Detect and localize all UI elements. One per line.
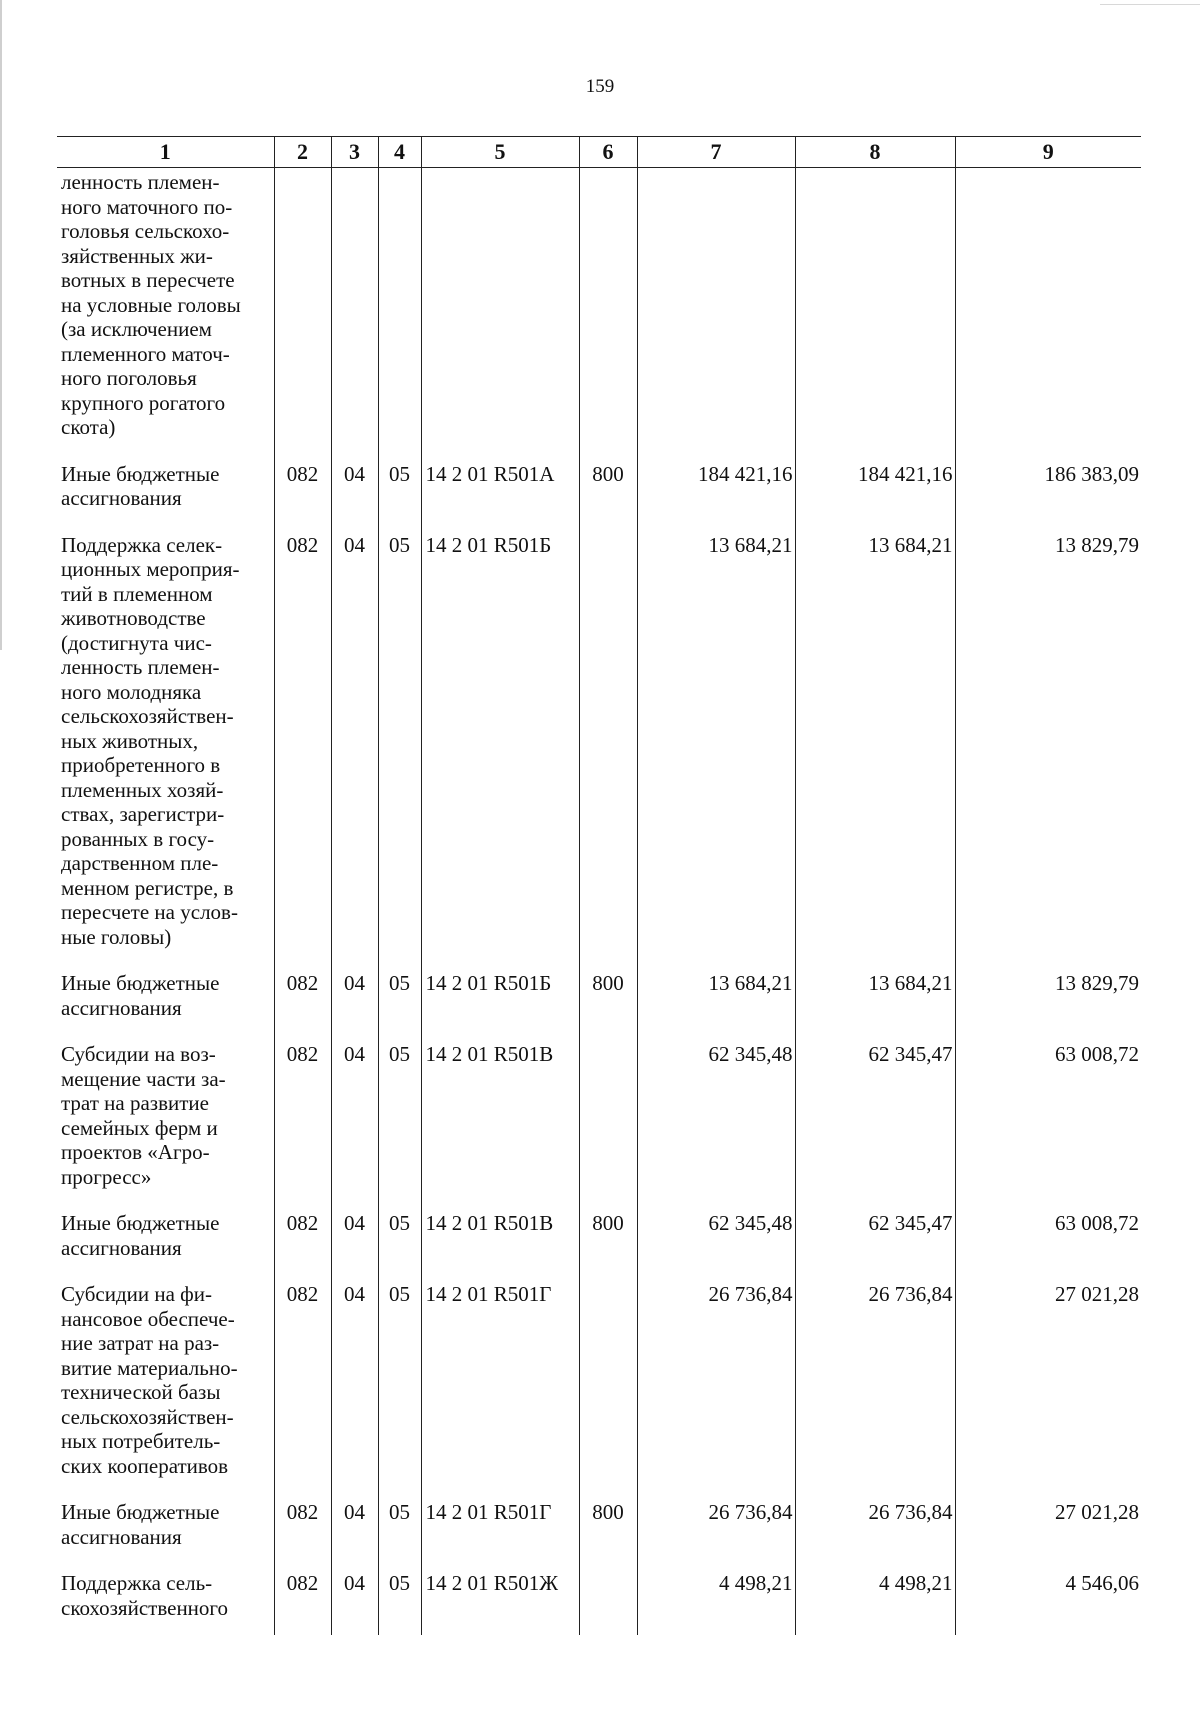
target-article-cell (421, 168, 579, 458)
ministry-code-cell: 082 (274, 1496, 331, 1567)
section-code-cell: 04 (331, 1207, 378, 1278)
row-name-cell: Поддержка селек- ционных мероприя- тий в племенном животноводстве (достигнута чис- ленность племен- ного молодняка сельскохозяйствен- ных животных, приобретенного в племенных хозяй- ствах, зарегистри- рованных в госу- дарственном пле- менном регистре, в пересчете на услов- ные головы) (57, 529, 274, 968)
row-name-cell: Иные бюджетные ассигнования (57, 967, 274, 1038)
row-name-cell: Субсидии на фи- нансовое обеспече- ние затрат на раз- витие материально- технической базы сельскохозяйствен- ных потребитель- ских кооперативов (57, 1278, 274, 1496)
target-article-cell: 14 2 01 R501Г (421, 1278, 579, 1496)
expense-type-cell: 800 (579, 1207, 637, 1278)
page-number: 159 (585, 76, 615, 97)
ministry-code-cell: 082 (274, 1567, 331, 1635)
target-article-cell: 14 2 01 R501Б (421, 967, 579, 1038)
amount-year3-cell: 13 829,79 (955, 967, 1141, 1038)
amount-year2-cell: 184 421,16 (795, 458, 955, 529)
column-header: 6 (579, 137, 637, 168)
amount-year1-cell: 184 421,16 (637, 458, 795, 529)
amount-year1-cell: 26 736,84 (637, 1496, 795, 1567)
scan-top-line (1100, 4, 1200, 5)
row-name-cell: ленность племен- ного маточного по- головья сельскохо- зяйственных жи- вотных в пересчете на условные головы (за исключением племенного маточ- ного поголовья крупного рогатого скота) (57, 168, 274, 458)
table-header-row (57, 137, 1141, 168)
amount-year1-cell: 62 345,48 (637, 1038, 795, 1207)
table-row (57, 1496, 1141, 1567)
amount-year3-cell (955, 168, 1141, 458)
subsection-code-cell: 05 (378, 529, 421, 968)
row-name-cell: Иные бюджетные ассигнования (57, 1496, 274, 1567)
expense-type-cell (579, 1567, 637, 1635)
target-article-cell: 14 2 01 R501Г (421, 1496, 579, 1567)
table-row (57, 168, 1141, 458)
target-article-cell: 14 2 01 R501Б (421, 529, 579, 968)
table-row (57, 529, 1141, 968)
row-name-cell: Иные бюджетные ассигнования (57, 1207, 274, 1278)
column-header: 5 (421, 137, 579, 168)
row-name-cell: Субсидии на воз- мещение части за- трат на развитие семейных ферм и проектов «Агро- прогресс» (57, 1038, 274, 1207)
column-header: 9 (955, 137, 1141, 168)
section-code-cell: 04 (331, 967, 378, 1038)
amount-year2-cell: 62 345,47 (795, 1038, 955, 1207)
expense-type-cell (579, 168, 637, 458)
amount-year3-cell: 27 021,28 (955, 1496, 1141, 1567)
ministry-code-cell: 082 (274, 529, 331, 968)
amount-year3-cell: 13 829,79 (955, 529, 1141, 968)
table-row (57, 1207, 1141, 1278)
amount-year2-cell: 26 736,84 (795, 1496, 955, 1567)
amount-year1-cell: 26 736,84 (637, 1278, 795, 1496)
subsection-code-cell (378, 168, 421, 458)
subsection-code-cell: 05 (378, 1038, 421, 1207)
ministry-code-cell: 082 (274, 1038, 331, 1207)
expense-type-cell: 800 (579, 967, 637, 1038)
section-code-cell: 04 (331, 1567, 378, 1635)
amount-year3-cell: 63 008,72 (955, 1207, 1141, 1278)
expense-type-cell: 800 (579, 458, 637, 529)
ministry-code-cell: 082 (274, 1278, 331, 1496)
subsection-code-cell: 05 (378, 967, 421, 1038)
amount-year3-cell: 186 383,09 (955, 458, 1141, 529)
amount-year1-cell (637, 168, 795, 458)
amount-year2-cell: 62 345,47 (795, 1207, 955, 1278)
subsection-code-cell: 05 (378, 1207, 421, 1278)
column-header: 2 (274, 137, 331, 168)
subsection-code-cell: 05 (378, 1278, 421, 1496)
target-article-cell: 14 2 01 R501В (421, 1038, 579, 1207)
row-name-cell: Поддержка сель- скохозяйственного (57, 1567, 274, 1635)
column-header: 8 (795, 137, 955, 168)
amount-year3-cell: 27 021,28 (955, 1278, 1141, 1496)
target-article-cell: 14 2 01 R501Ж (421, 1567, 579, 1635)
table-row (57, 1038, 1141, 1207)
section-code-cell: 04 (331, 1038, 378, 1207)
amount-year2-cell: 13 684,21 (795, 967, 955, 1038)
amount-year1-cell: 13 684,21 (637, 529, 795, 968)
column-header: 7 (637, 137, 795, 168)
subsection-code-cell: 05 (378, 1567, 421, 1635)
expense-type-cell: 800 (579, 1496, 637, 1567)
ministry-code-cell: 082 (274, 458, 331, 529)
section-code-cell: 04 (331, 529, 378, 968)
expense-type-cell (579, 1038, 637, 1207)
section-code-cell: 04 (331, 1278, 378, 1496)
table-body (57, 168, 1141, 1636)
section-code-cell (331, 168, 378, 458)
amount-year1-cell: 4 498,21 (637, 1567, 795, 1635)
ministry-code-cell: 082 (274, 1207, 331, 1278)
amount-year3-cell: 63 008,72 (955, 1038, 1141, 1207)
expense-type-cell (579, 1278, 637, 1496)
ministry-code-cell (274, 168, 331, 458)
table-row (57, 1567, 1141, 1635)
section-code-cell: 04 (331, 458, 378, 529)
ministry-code-cell: 082 (274, 967, 331, 1038)
amount-year1-cell: 13 684,21 (637, 967, 795, 1038)
amount-year3-cell: 4 546,06 (955, 1567, 1141, 1635)
table-row (57, 1278, 1141, 1496)
column-header: 3 (331, 137, 378, 168)
amount-year2-cell: 13 684,21 (795, 529, 955, 968)
table-row (57, 967, 1141, 1038)
target-article-cell: 14 2 01 R501А (421, 458, 579, 529)
amount-year1-cell: 62 345,48 (637, 1207, 795, 1278)
subsection-code-cell: 05 (378, 1496, 421, 1567)
amount-year2-cell: 26 736,84 (795, 1278, 955, 1496)
target-article-cell: 14 2 01 R501В (421, 1207, 579, 1278)
row-name-cell: Иные бюджетные ассигнования (57, 458, 274, 529)
subsection-code-cell: 05 (378, 458, 421, 529)
amount-year2-cell: 4 498,21 (795, 1567, 955, 1635)
expense-type-cell (579, 529, 637, 968)
column-header: 4 (378, 137, 421, 168)
amount-year2-cell (795, 168, 955, 458)
table-row (57, 458, 1141, 529)
budget-table (57, 136, 1141, 1635)
column-header: 1 (57, 137, 274, 168)
section-code-cell: 04 (331, 1496, 378, 1567)
